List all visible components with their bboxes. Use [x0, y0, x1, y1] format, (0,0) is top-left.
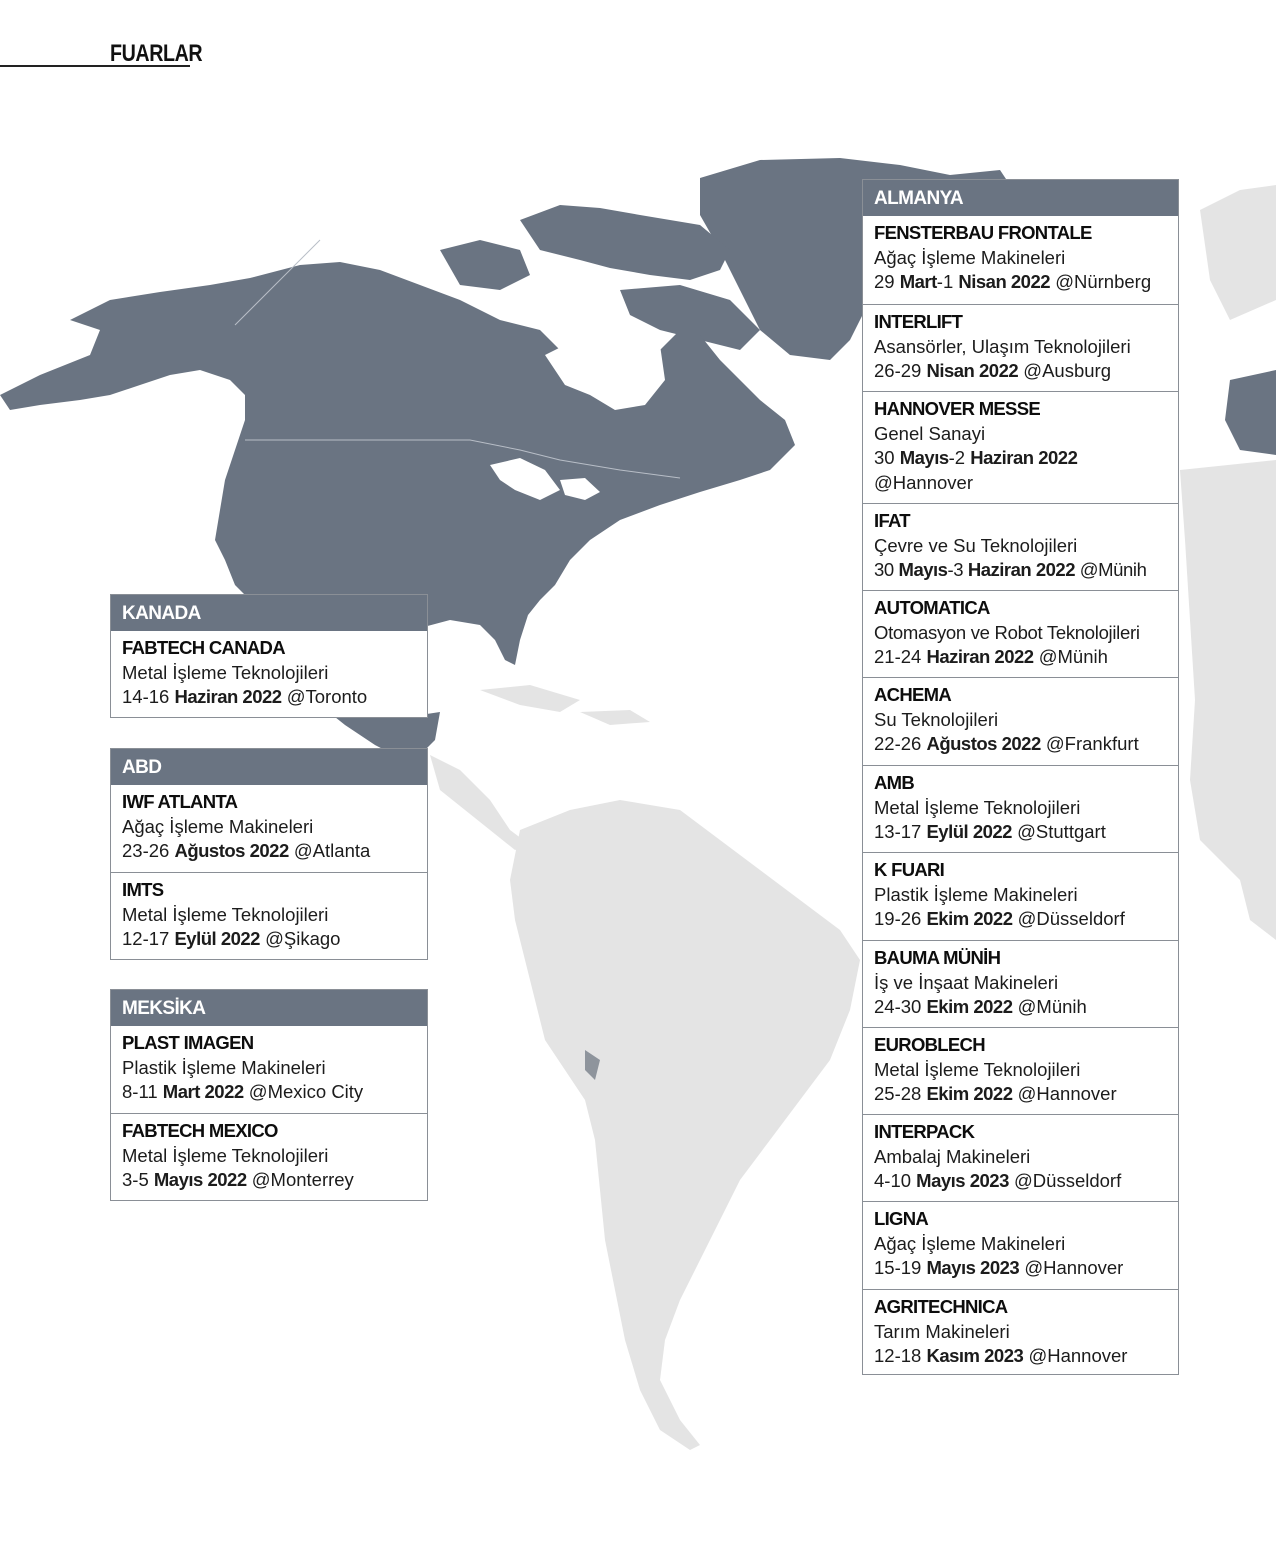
event-date: 13-17 Eylül 2022 @Stuttgart [874, 821, 1106, 842]
event-date: 3-5 Mayıs 2022 @Monterrey [122, 1169, 354, 1190]
event-item [111, 1113, 427, 1200]
event-category: Metal İşleme Teknolojileri [122, 661, 329, 683]
event-name: INTERLIFT [874, 311, 963, 332]
event-name: LIGNA [874, 1208, 929, 1229]
country-box-germany [862, 179, 1179, 1375]
event-item [863, 590, 1178, 677]
event-category: Ambalaj Makineleri [874, 1145, 1031, 1167]
event-item [863, 765, 1178, 852]
event-item [111, 631, 427, 718]
event-item [863, 503, 1178, 590]
event-name: AMB [874, 772, 915, 793]
event-item [863, 1027, 1178, 1114]
event-category: Metal İşleme Teknolojileri [122, 1144, 329, 1166]
event-category: Asansörler, Ulaşım Teknolojileri [874, 335, 1131, 357]
event-date: 30 Mayıs-3 Haziran 2022 @Münih [874, 559, 1147, 580]
event-item [111, 785, 427, 872]
event-date: 14-16 Haziran 2022 @Toronto [122, 686, 368, 707]
country-header: ABD [111, 749, 427, 785]
country-box-canada [110, 594, 428, 718]
event-date: 30 Mayıs-2 Haziran 2022 [874, 447, 1078, 468]
event-item [863, 1114, 1178, 1201]
event-category: Metal İşleme Teknolojileri [122, 903, 329, 925]
event-item [863, 677, 1178, 765]
event-date: 24-30 Ekim 2022 @Münih [874, 996, 1087, 1017]
event-item [863, 1201, 1178, 1289]
event-category: Ağaç İşleme Makineleri [874, 1232, 1066, 1254]
event-name: EUROBLECH [874, 1034, 985, 1055]
event-date: 25-28 Ekim 2022 @Hannover [874, 1083, 1117, 1104]
event-category: Çevre ve Su Teknolojileri [874, 534, 1078, 556]
event-category: Otomasyon ve Robot Teknolojileri [874, 621, 1140, 643]
event-category: Ağaç İşleme Makineleri [122, 815, 314, 837]
event-name: PLAST IMAGEN [122, 1032, 254, 1053]
event-name: AUTOMATICA [874, 597, 990, 618]
event-name: IFAT [874, 510, 910, 531]
event-date: 22-26 Ağustos 2022 @Frankfurt [874, 733, 1139, 754]
event-name: FABTECH CANADA [122, 637, 285, 658]
event-date: 15-19 Mayıs 2023 @Hannover [874, 1257, 1124, 1278]
country-header: ALMANYA [863, 180, 1178, 216]
event-item [863, 391, 1178, 503]
event-date: 19-26 Ekim 2022 @Düsseldorf [874, 908, 1125, 929]
event-item [863, 1289, 1178, 1375]
event-item [863, 216, 1178, 304]
event-date: 12-17 Eylül 2022 @Şikago [122, 928, 341, 949]
event-name: FENSTERBAU FRONTALE [874, 222, 1092, 243]
event-date: 29 Mart-1 Nisan 2022 @Nürnberg [874, 271, 1152, 292]
country-box-usa [110, 748, 428, 960]
event-name: K FUARI [874, 859, 945, 880]
event-category: İş ve İnşaat Makineleri [874, 971, 1059, 993]
event-name: INTERPACK [874, 1121, 975, 1142]
event-date: 8-11 Mart 2022 @Mexico City [122, 1081, 364, 1102]
event-city: @Hannover [874, 471, 973, 493]
event-item [863, 304, 1178, 391]
event-name: BAUMA MÜNİH [874, 947, 1001, 968]
event-category: Ağaç İşleme Makineleri [874, 246, 1066, 268]
event-name: IWF ATLANTA [122, 791, 238, 812]
event-category: Plastik İşleme Makineleri [122, 1056, 326, 1078]
event-item [111, 872, 427, 959]
event-category: Tarım Makineleri [874, 1320, 1010, 1342]
south-america-shape [510, 800, 860, 1450]
country-header: KANADA [111, 595, 427, 631]
event-name: IMTS [122, 879, 164, 900]
section-label: FUARLAR [110, 40, 203, 67]
event-name: AGRITECHNICA [874, 1296, 1008, 1317]
event-item [863, 940, 1178, 1027]
event-category: Genel Sanayi [874, 422, 986, 444]
event-date: 23-26 Ağustos 2022 @Atlanta [122, 840, 371, 861]
event-name: ACHEMA [874, 684, 951, 705]
country-box-mexico [110, 989, 428, 1201]
event-category: Metal İşleme Teknolojileri [874, 796, 1081, 818]
event-name: FABTECH MEXICO [122, 1120, 278, 1141]
event-date: 26-29 Nisan 2022 @Ausburg [874, 360, 1111, 381]
event-category: Plastik İşleme Makineleri [874, 883, 1078, 905]
event-date: 12-18 Kasım 2023 @Hannover [874, 1345, 1128, 1366]
event-item [863, 852, 1178, 940]
event-name: HANNOVER MESSE [874, 398, 1040, 419]
event-date: 21-24 Haziran 2022 @Münih [874, 646, 1108, 667]
event-category: Metal İşleme Teknolojileri [874, 1058, 1081, 1080]
event-category: Su Teknolojileri [874, 708, 999, 730]
event-item [111, 1026, 427, 1113]
country-header: MEKSİKA [111, 990, 427, 1026]
event-date: 4-10 Mayıs 2023 @Düsseldorf [874, 1170, 1122, 1191]
